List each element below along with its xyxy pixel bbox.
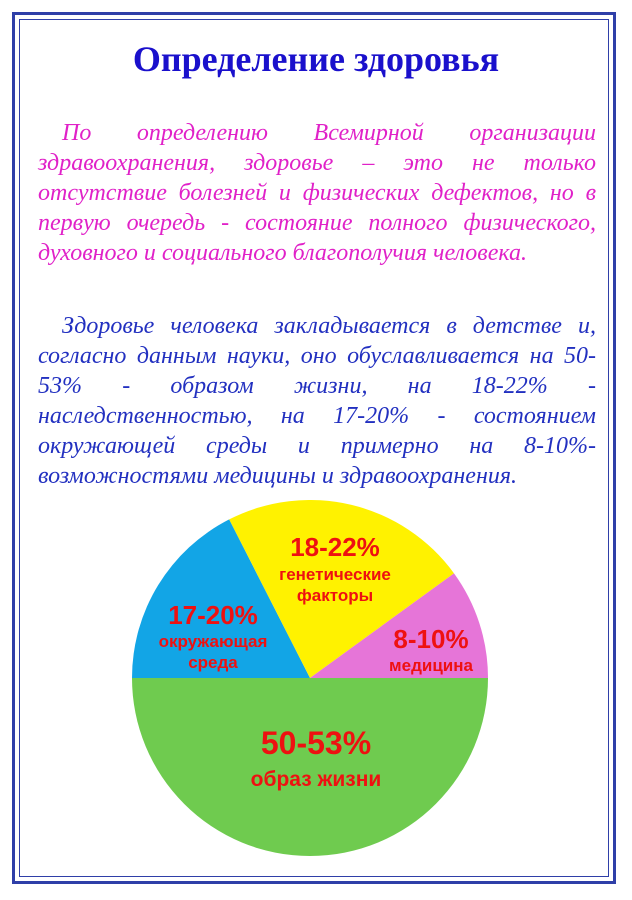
genetics-name-label-line1: генетические [279, 565, 391, 584]
genetics-name-label-line2: факторы [296, 586, 374, 605]
health-factors-paragraph: Здоровье человека закладывается в детстве и, согласно данным науки, оно обуславливается на 50-53% - образом жизни, на 18-22% - наследственностью, на 17-20% - состоянием окружающей среды и примерно на 8-10%- возможностями медицины и здравоохранения. [38, 313, 596, 489]
lifestyle-percent-label: 50-53% [260, 725, 372, 761]
medicine-percent-label: 8-10% [393, 624, 469, 654]
environment-percent-label: 17-20% [168, 600, 258, 630]
genetics-percent-label: 18-22% [290, 532, 380, 562]
lifestyle-name-label: образ жизни [250, 768, 382, 791]
medicine-name-label: медицина [389, 656, 473, 675]
who-definition-paragraph: По определению Всемирной организации здравоохранения, здоровье – это не только отсутствие болезней и физических дефектов, но в первую очередь - состояние полного физического, духовного и социального благополучия человека. [38, 120, 596, 266]
page-title: Определение здоровья [132, 39, 500, 79]
environment-name-label-line1: окружающая [158, 632, 268, 651]
environment-name-label-line2: среда [188, 653, 238, 672]
pie-slice-lifestyle [132, 678, 488, 856]
health-factors-pie-chart [0, 500, 632, 880]
